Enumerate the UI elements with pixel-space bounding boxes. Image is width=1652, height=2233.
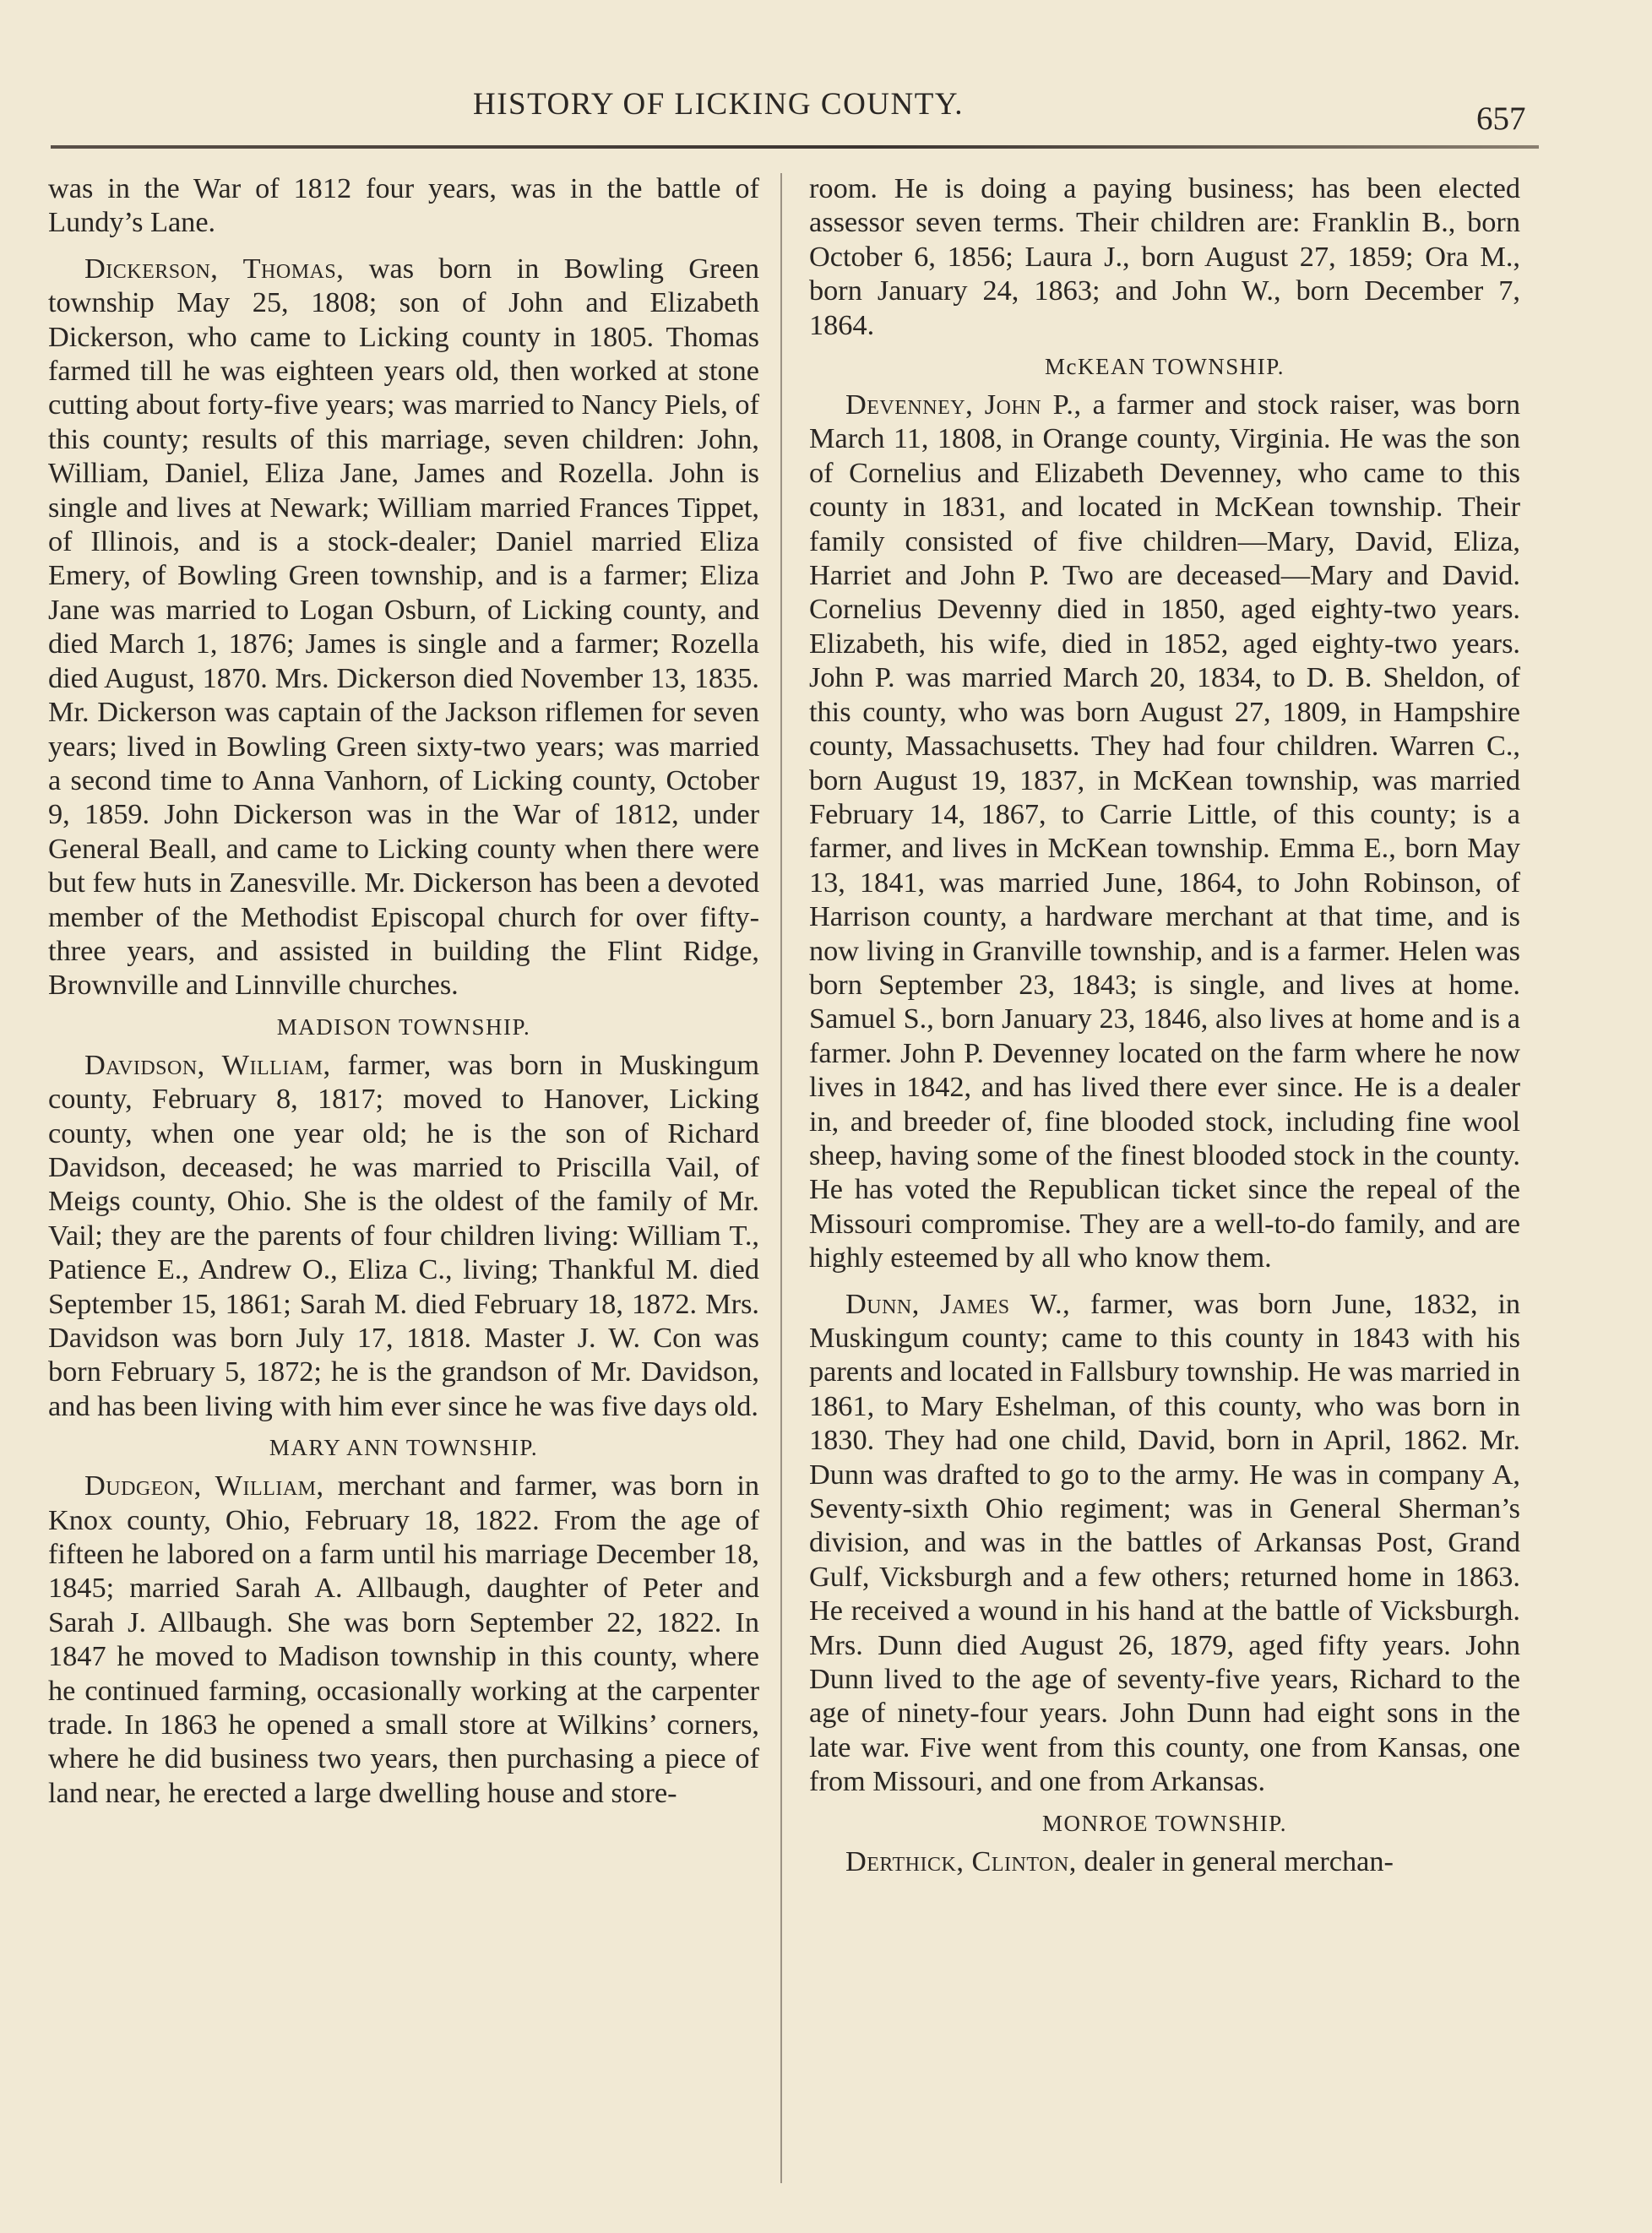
entry-text: farmer, was born June, 1832, in Muskingum county; came to this county in 1843 with his parents and located in Fallsbury township. He was married in 1861, to Mary Eshelman, of this county, who was born in 1830. They had one child, David, born in April, 1862. Mr. Dunn was drafted to go to the army. He was in company A, Seventy-sixth Ohio regiment; was in General Sherman’s division, and was in the battles of Arkansas Post, Grand Gulf, Vicksburgh and a few others; returned home in 1863. He received a wound in his hand at the battle of Vicksburgh. Mrs. Dunn died August 26, 1879, aged fifty years. John Dunn lived to the age of seventy-five years, Richard to the age of ninety-four years. John Dunn had eight sons in the late war. Five went from this county, one from Kansas, one from Missouri, and one from Arkansas. [809,1287,1521,1798]
right-column [809,171,1520,1878]
entry-name: Dudgeon, William, [84,1470,324,1502]
section-heading-mary-ann: MARY ANN TOWNSHIP. [269,1435,539,1461]
entry-name: Dickerson, Thomas, [84,252,345,285]
column-divider [780,173,782,2183]
entry-name: Dunn, James W., [845,1287,1071,1320]
entry-name: Derthick, Clinton, [845,1845,1077,1877]
biography-devenney [809,388,1520,1275]
section-heading-mckean: McKEAN TOWNSHIP. [1044,354,1285,380]
running-header [0,78,1652,137]
biography-dudgeon [48,1469,759,1810]
biography-derthick [809,1845,1520,1878]
entry-text: a farmer and stock raiser, was born March 11, 1808, in Orange county, Virginia. He was the son of Cornelius and Elizabeth Devenney, who came to this county in 1831, and located in McKean township. Their family consisted of five children—Mary, David, Eliza, Harriet and John P. Two are deceased—Mary and David. Cornelius Devenny died in 1850, aged eighty-two years. Elizabeth, his wife, died in 1852, aged eighty-two years. John P. was married March 20, 1834, to D. B. Sheldon, of this county, who was born August 27, 1809, in Hampshire county, Massachusetts. They had four children. Warren C., born August 19, 1837, in McKean township, was married February 14, 1867, to Carrie Little, of this county; is a farmer, and lives in McKean township. Emma E., born May 13, 1841, was married June, 1864, to John Robinson, of Harrison county, a hardware merchant at that time, and is now living in Granville township, and is a farmer. Helen was born September 23, 1843; is single, and lives at home. Samuel S., born January 23, 1846, also lives at home and is a farmer. John P. Devenney located on the farm where he now lives in 1842, and has lived there ever since. He is a dealer in, and breeder of, fine blooded stock, including fine wool sheep, having some of the finest blooded stock in the county. He has voted the Republican ticket since the repeal of the Missouri compromise. They are a well-to-do family, and are highly esteemed by all who know them. [809,388,1520,1274]
entry-text: merchant and farmer, was born in Knox county, Ohio, February 18, 1822. From the age of fifteen he labored on a farm until his marriage December 18, 1845; married Sarah A. Allbaugh, daughter of Peter and Sarah J. Allbaugh. She was born September 22, 1822. In 1847 he moved to Madison township in this county, where he continued farming, occasionally working at the carpenter trade. In 1863 he opened a small store at Wilkins’ corners, where he did business two years, then purchasing a piece of land near, he erected a large dwelling house and store- [48,1470,759,1809]
entry-text: farmer, was born in Muskingum county, February 8, 1817; moved to Hanover, Licking county, when one year old; he is the son of Richard Davidson, deceased; he was married to Priscilla Vail, of Meigs county, Ohio. She is the oldest of the family of Mr. Vail; they are the parents of four children living: William T., Patience E., Andrew O., Eliza C., living; Thankful M. died September 15, 1861; Sarah M. died February 18, 1872. Mrs. Davidson was born July 17, 1818. Master J. W. Con was born February 5, 1872; he is the grandson of Mr. Davidson, and has been living with him ever since he was five days old. [48,1048,760,1422]
biography-dickerson [48,252,759,1002]
entry-text: was born in Bowling Green township May 25, 1808; son of John and Elizabeth Dickerson, who came to Licking county in 1805. Thomas farmed till he was eighteen years old, then worked at stone cutting about forty-five years; was married to Nancy Piels, of this county; results of this marriage, seven children: John, William, Daniel, Eliza Jane, James and Rozella. John is single and lives at Newark; William married Frances Tippet, of Illinois, and is a stock-dealer; Daniel married Eliza Emery, of Bowling Green township, and is a farmer; Eliza Jane was married to Logan Osburn, of Licking county, and died March 1, 1876; James is single and a farmer; Rozella died August, 1870. Mrs. Dickerson died November 13, 1835. Mr. Dickerson was captain of the Jackson riflemen for seven years; lived in Bowling Green sixty-two years; was married a second time to Anna Vanhorn, of Licking county, October 9, 1859. John Dickerson was in the War of 1812, under General Beall, and came to Licking county when there were but few huts in Zanesville. Mr. Dickerson has been a devoted member of the Methodist Episcopal church for over fifty-three years, and assisted in building the Flint Ridge, Brownville and Linnville churches. [48,252,759,1002]
entry-text: dealer in general merchan- [1076,1845,1394,1877]
continued-paragraph: was in the War of 1812 four years, was in the battle of Lundy’s Lane. [48,172,759,239]
biography-davidson [48,1048,759,1423]
page-number: 657 [1476,101,1526,137]
section-heading-monroe: MONROE TOWNSHIP. [1041,1810,1288,1836]
header-rule [51,145,1539,149]
continued-paragraph: room. He is doing a paying business; has been elected assessor seven terms. Their children are: Franklin B., born October 6, 1856; Laura J., born August 27, 1859; Ora M., born January 24, 1863; and John W., born December 7, 1864. [809,172,1520,341]
entry-name: Davidson, William, [84,1048,331,1081]
section-heading-madison: MADISON TOWNSHIP. [276,1013,531,1040]
page-title: HISTORY OF LICKING COUNTY. [473,87,965,122]
left-column [48,171,759,1810]
biography-dunn [809,1287,1520,1799]
entry-name: Devenney, John P., [845,388,1082,421]
